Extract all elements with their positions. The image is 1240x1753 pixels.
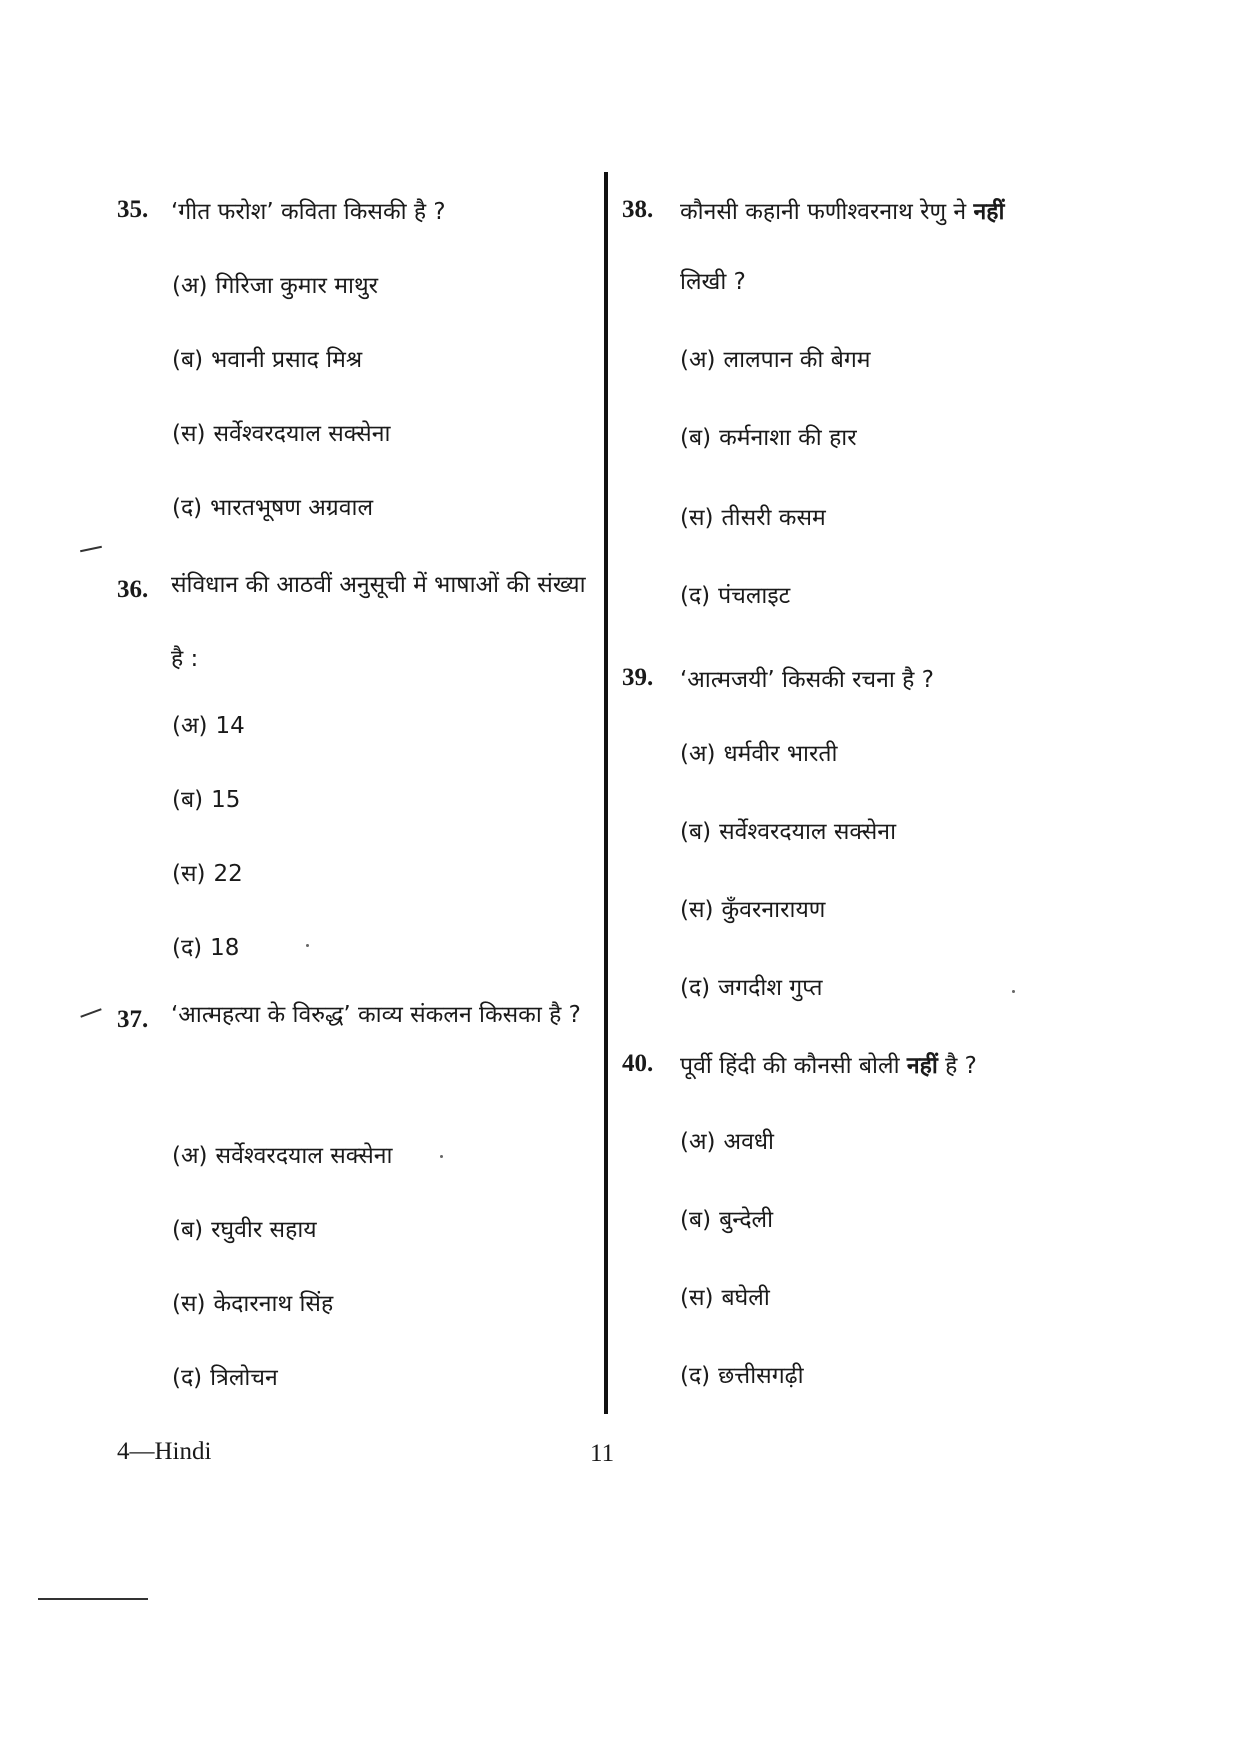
question-text: संविधान की आठवीं अनुसूची में भाषाओं की संख्या है :	[171, 572, 586, 672]
option-text: त्रिलोचन	[210, 1365, 278, 1391]
option-a	[172, 1138, 392, 1170]
option-text: बुन्देली	[719, 1207, 774, 1233]
option-text: कुँवरनारायण	[721, 897, 826, 923]
option-text: केदारनाथ सिंह	[213, 1291, 334, 1317]
question-text-part: है ?	[937, 1053, 977, 1079]
option-a	[680, 736, 838, 768]
paper-code: 4—Hindi	[117, 1438, 212, 1465]
option-b	[172, 1212, 317, 1244]
page-number: 11	[590, 1440, 615, 1467]
option-label: (स)	[172, 421, 206, 447]
option-text: भवानी प्रसाद मिश्र	[211, 347, 363, 373]
option-label: (द)	[172, 935, 203, 961]
option-label: (द)	[680, 583, 711, 609]
option-c	[172, 416, 390, 448]
option-text: जगदीश गुप्त	[718, 975, 823, 1001]
option-c	[680, 892, 825, 924]
option-label: (अ)	[680, 1129, 716, 1155]
option-label: (द)	[680, 1363, 711, 1389]
question-text-part: कौनसी कहानी फणीश्वरनाथ रेणु ने	[680, 199, 974, 225]
option-label: (स)	[172, 861, 206, 887]
option-d	[680, 578, 790, 610]
option-label: (अ)	[172, 1143, 208, 1169]
option-d	[172, 930, 239, 962]
option-d	[680, 970, 822, 1002]
option-a	[680, 342, 871, 374]
option-b	[172, 342, 362, 374]
option-a	[172, 268, 378, 300]
option-text: रघुवीर सहाय	[211, 1217, 317, 1243]
option-text: सर्वेश्वरदयाल सक्सेना	[215, 1143, 393, 1169]
question-text-line-1	[680, 194, 1004, 226]
option-label: (ब)	[680, 1207, 712, 1233]
option-text: बघेली	[721, 1285, 770, 1311]
option-label: (द)	[680, 975, 711, 1001]
option-label: (स)	[680, 897, 714, 923]
option-a	[680, 1124, 774, 1156]
option-d	[680, 1358, 804, 1390]
option-text: कर्मनाशा की हार	[719, 425, 857, 451]
option-b	[680, 814, 896, 846]
option-label: (द)	[172, 495, 203, 521]
option-a	[172, 708, 245, 740]
question-number: 38.	[622, 196, 654, 223]
option-text: पंचलाइट	[718, 583, 791, 609]
option-text: तीसरी कसम	[721, 505, 826, 531]
option-text: धर्मवीर भारती	[723, 741, 838, 767]
scan-mark	[80, 1008, 101, 1017]
scan-dot	[1012, 990, 1015, 993]
option-c	[680, 1280, 770, 1312]
option-d	[172, 490, 373, 522]
option-text: भारतभूषण अग्रवाल	[210, 495, 374, 521]
option-label: (अ)	[680, 741, 716, 767]
option-b	[680, 1202, 773, 1234]
option-label: (अ)	[172, 713, 208, 739]
question-number: 40.	[622, 1050, 654, 1077]
column-divider	[604, 172, 608, 1414]
option-text: छत्तीसगढ़ी	[718, 1363, 804, 1389]
question-text: ‘गीत फरोश’ कविता किसकी है ?	[171, 199, 446, 225]
question-text: ‘आत्मजयी’ किसकी रचना है ?	[680, 667, 934, 693]
question-number: 35.	[117, 196, 149, 223]
question-text-line-2: लिखी ?	[680, 269, 746, 295]
question-number: 36.	[117, 576, 149, 603]
option-text: सर्वेश्वरदयाल सक्सेना	[719, 819, 897, 845]
scan-dot	[306, 944, 309, 947]
question-text: ‘आत्महत्या के विरुद्ध’ काव्य संकलन किसका है ?	[171, 1002, 581, 1028]
option-label: (अ)	[172, 273, 208, 299]
option-d	[172, 1360, 278, 1392]
option-text: सर्वेश्वरदयाल सक्सेना	[213, 421, 391, 447]
option-text: अवधी	[723, 1129, 774, 1155]
option-b	[680, 420, 857, 452]
option-text: 22	[213, 861, 243, 887]
option-label: (ब)	[172, 1217, 204, 1243]
question-number: 37.	[117, 1006, 149, 1033]
option-label: (स)	[172, 1291, 206, 1317]
scan-mark	[38, 1598, 148, 1600]
option-label: (स)	[680, 1285, 714, 1311]
option-text: 15	[211, 787, 241, 813]
question-text-part: पूर्वी हिंदी की कौनसी बोली	[680, 1053, 907, 1079]
option-c	[680, 500, 826, 532]
option-text: लालपान की बेगम	[723, 347, 871, 373]
question-number: 39.	[622, 664, 654, 691]
scan-dot	[440, 1155, 443, 1158]
scan-mark	[80, 546, 102, 553]
emphasis-not: नहीं	[973, 199, 1005, 225]
option-label: (स)	[680, 505, 714, 531]
option-text: 14	[215, 713, 245, 739]
option-b	[172, 782, 240, 814]
option-label: (ब)	[172, 347, 204, 373]
emphasis-not: नहीं	[906, 1053, 938, 1079]
option-label: (अ)	[680, 347, 716, 373]
option-label: (ब)	[680, 425, 712, 451]
option-c	[172, 856, 243, 888]
option-text: गिरिजा कुमार माथुर	[215, 273, 379, 299]
option-text: 18	[210, 935, 240, 961]
option-label: (द)	[172, 1365, 203, 1391]
option-c	[172, 1286, 333, 1318]
option-label: (ब)	[680, 819, 712, 845]
option-label: (ब)	[172, 787, 204, 813]
question-text	[680, 1048, 977, 1080]
